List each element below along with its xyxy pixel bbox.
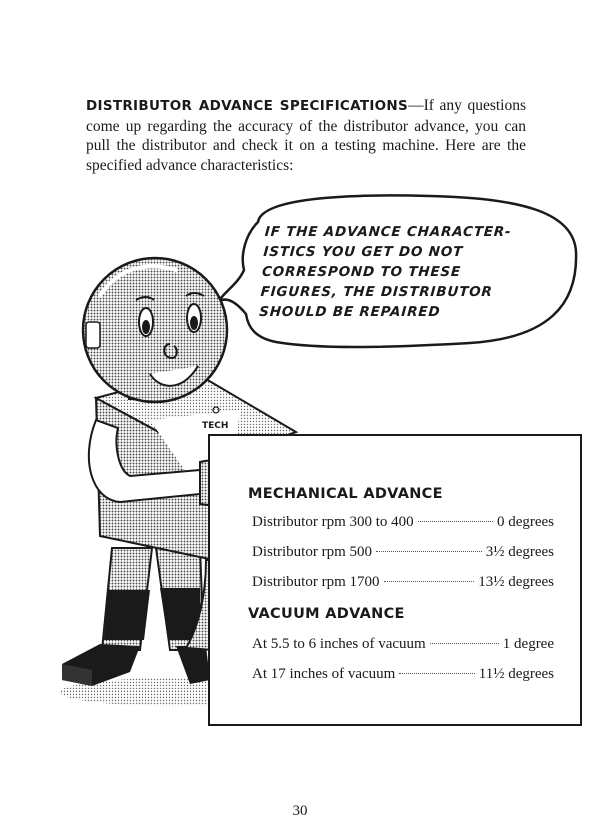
spec-row — [252, 636, 554, 653]
mechanical-advance-heading: MECHANICAL ADVANCE — [248, 486, 443, 502]
chest-label: TECH — [202, 421, 229, 431]
bubble-line: SHOULD BE REPAIRED — [258, 304, 441, 320]
leader-dots — [384, 581, 475, 582]
spec-value: 0 degrees — [496, 514, 554, 530]
spec-row — [252, 514, 554, 531]
bubble-line: ISTICS YOU GET DO NOT — [262, 244, 464, 260]
spec-label: Distributor rpm 500 — [252, 544, 372, 560]
bubble-line: IF THE ADVANCE CHARACTER- — [264, 224, 512, 240]
spec-value: 11½ degrees — [478, 666, 554, 682]
bubble-line: FIGURES, THE DISTRIBUTOR — [260, 284, 494, 300]
section-heading: DISTRIBUTOR ADVANCE SPECIFICATIONS — [86, 98, 409, 114]
spec-label: Distributor rpm 300 to 400 — [252, 514, 414, 530]
bubble-line: CORRESPOND TO THESE — [261, 264, 462, 280]
spec-value: 3½ degrees — [485, 544, 554, 560]
spec-label: At 17 inches of vacuum — [252, 666, 396, 682]
spec-row — [252, 666, 554, 683]
specifications-card — [208, 434, 582, 726]
spec-label: Distributor rpm 1700 — [252, 574, 380, 590]
leader-dots — [430, 643, 499, 644]
robot-head — [83, 258, 227, 402]
leader-dots — [418, 521, 493, 522]
intro-body: —If any questions come up regarding the accuracy of the distributor advance, you can pull the distributor and check it on a testing machine. Here are the specified advance characteristics: — [86, 97, 527, 174]
robot-legs — [102, 548, 204, 650]
vacuum-advance-heading: VACUUM ADVANCE — [248, 606, 405, 622]
page-number: 30 — [292, 803, 308, 819]
leader-dots — [376, 551, 482, 552]
speech-bubble-text — [259, 222, 556, 322]
spec-label: At 5.5 to 6 inches of vacuum — [252, 636, 426, 652]
spec-row — [252, 544, 554, 561]
leader-dots — [399, 673, 474, 674]
spec-value: 1 degree — [502, 636, 554, 652]
spec-row — [252, 574, 554, 591]
spec-value: 13½ degrees — [478, 574, 554, 590]
